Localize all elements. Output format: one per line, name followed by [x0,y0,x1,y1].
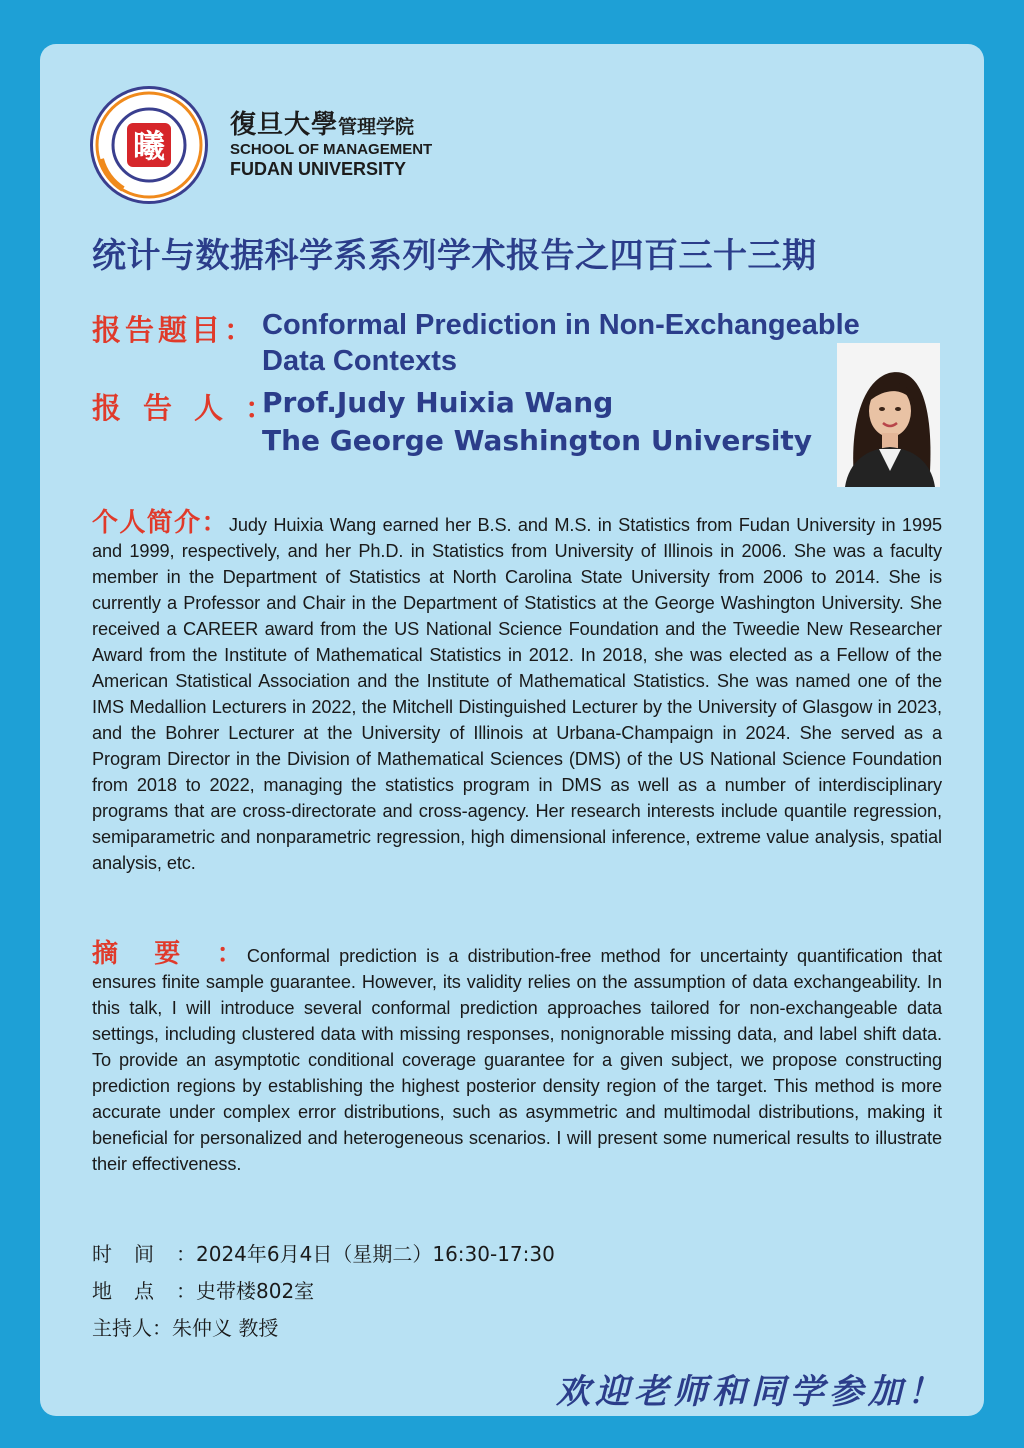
event-host [92,1312,278,1341]
time-label: 时间 [92,1242,176,1266]
speaker-block [262,384,862,460]
speaker-photo [837,343,940,487]
time-value: ：2024年6月4日（星期二）16:30-17:30 [176,1242,555,1266]
host-label: 主持人 [92,1316,152,1340]
place-value: ：史带楼802室 [176,1279,315,1303]
university-name-en: FUDAN UNIVERSITY [230,159,407,179]
school-name-cn: 管理学院 [338,116,415,138]
topic-label: 报告题目： [92,313,258,347]
speaker-label: 报告人： [92,391,297,425]
event-time [92,1238,555,1267]
host-value: ：朱仲义 教授 [152,1316,279,1340]
abstract-text: Conformal prediction is a distribution-free method for uncertainty quantification that ensures finite sample guarantee. However, its validity relies on the assumption of data exchangeability. In this talk, I will introduce several conformal prediction approaches tailored for non-exchangeable data settings, including clustered data with missing responses, nonignorable missing data, and label shift data. To provide an asymptotic conditional coverage guarantee for a given subject, we propose constructing prediction regions by establishing the highest posterior density region of the target. This method is more accurate under complex error distributions, such as asymmetric and multimodal distributions, making it beneficial for personalized and heterogeneous scenarios. I will present some numerical results to illustrate their effectiveness. [92,946,942,1174]
series-title: 统计与数据科学系系列学术报告之四百三十三期 [92,236,817,276]
university-name-cn: 復旦大學管理学院 [230,110,415,140]
abstract-label: 摘要： [92,939,247,969]
poster-card [40,44,984,1416]
portrait-icon [837,343,940,487]
speaker-name: Prof.Judy Huixia Wang [262,386,614,419]
event-place [92,1275,314,1304]
seal-icon [93,89,205,201]
welcome-message: 欢迎老师和同学参加！ [556,1372,946,1412]
abstract-paragraph [92,941,942,1177]
svg-text:曦: 曦 [132,127,166,165]
place-label: 地点 [92,1279,176,1303]
topic-title: Conformal Prediction in Non-Exchangeable Data Contexts [262,309,860,377]
school-name-en: SCHOOL OF MANAGEMENT [230,141,433,158]
bio-paragraph [92,510,942,876]
bio-label: 个人简介： [92,508,229,538]
fudan-seal-logo [90,86,208,204]
speaker-affiliation: The George Washington University [262,424,813,457]
bio-text: Judy Huixia Wang earned her B.S. and M.S. in Statistics from Fudan University in 1995 and 1999, respectively, and her Ph.D. in Statistics from University of Illinois in 2006. She was a faculty member in the Department of Statistics at North Carolina State University from 2006 to 2014. She is currently a Professor and Chair in the Department of Statistics at the George Washington University. She received a CAREER award from the US National Science Foundation and the Tweedie New Researcher Award from the Institute of Mathematical Statistics in 2012. In 2018, she was elected as a Fellow of the American Statistical Association and the Institute of Mathematical Statistics. She was named one of the IMS Medallion Lecturers in 2022, the Mitchell Distinguished Lecturer by the University of Glasgow in 2023, and the Bohrer Lecturer at the University of Illinois at Urbana-Champaign in 2024. She served as a Program Director in the Division of Mathematical Sciences (DMS) of the US National Science Foundation from 2018 to 2022, managing the statistics program in DMS as well as a number of interdisciplinary programs that are cross-directorate and cross-agency. Her research interests include quantile regression, semiparametric and nonparametric regression, high dimensional inference, extreme value analysis, spatial analysis, etc. [92,515,942,873]
